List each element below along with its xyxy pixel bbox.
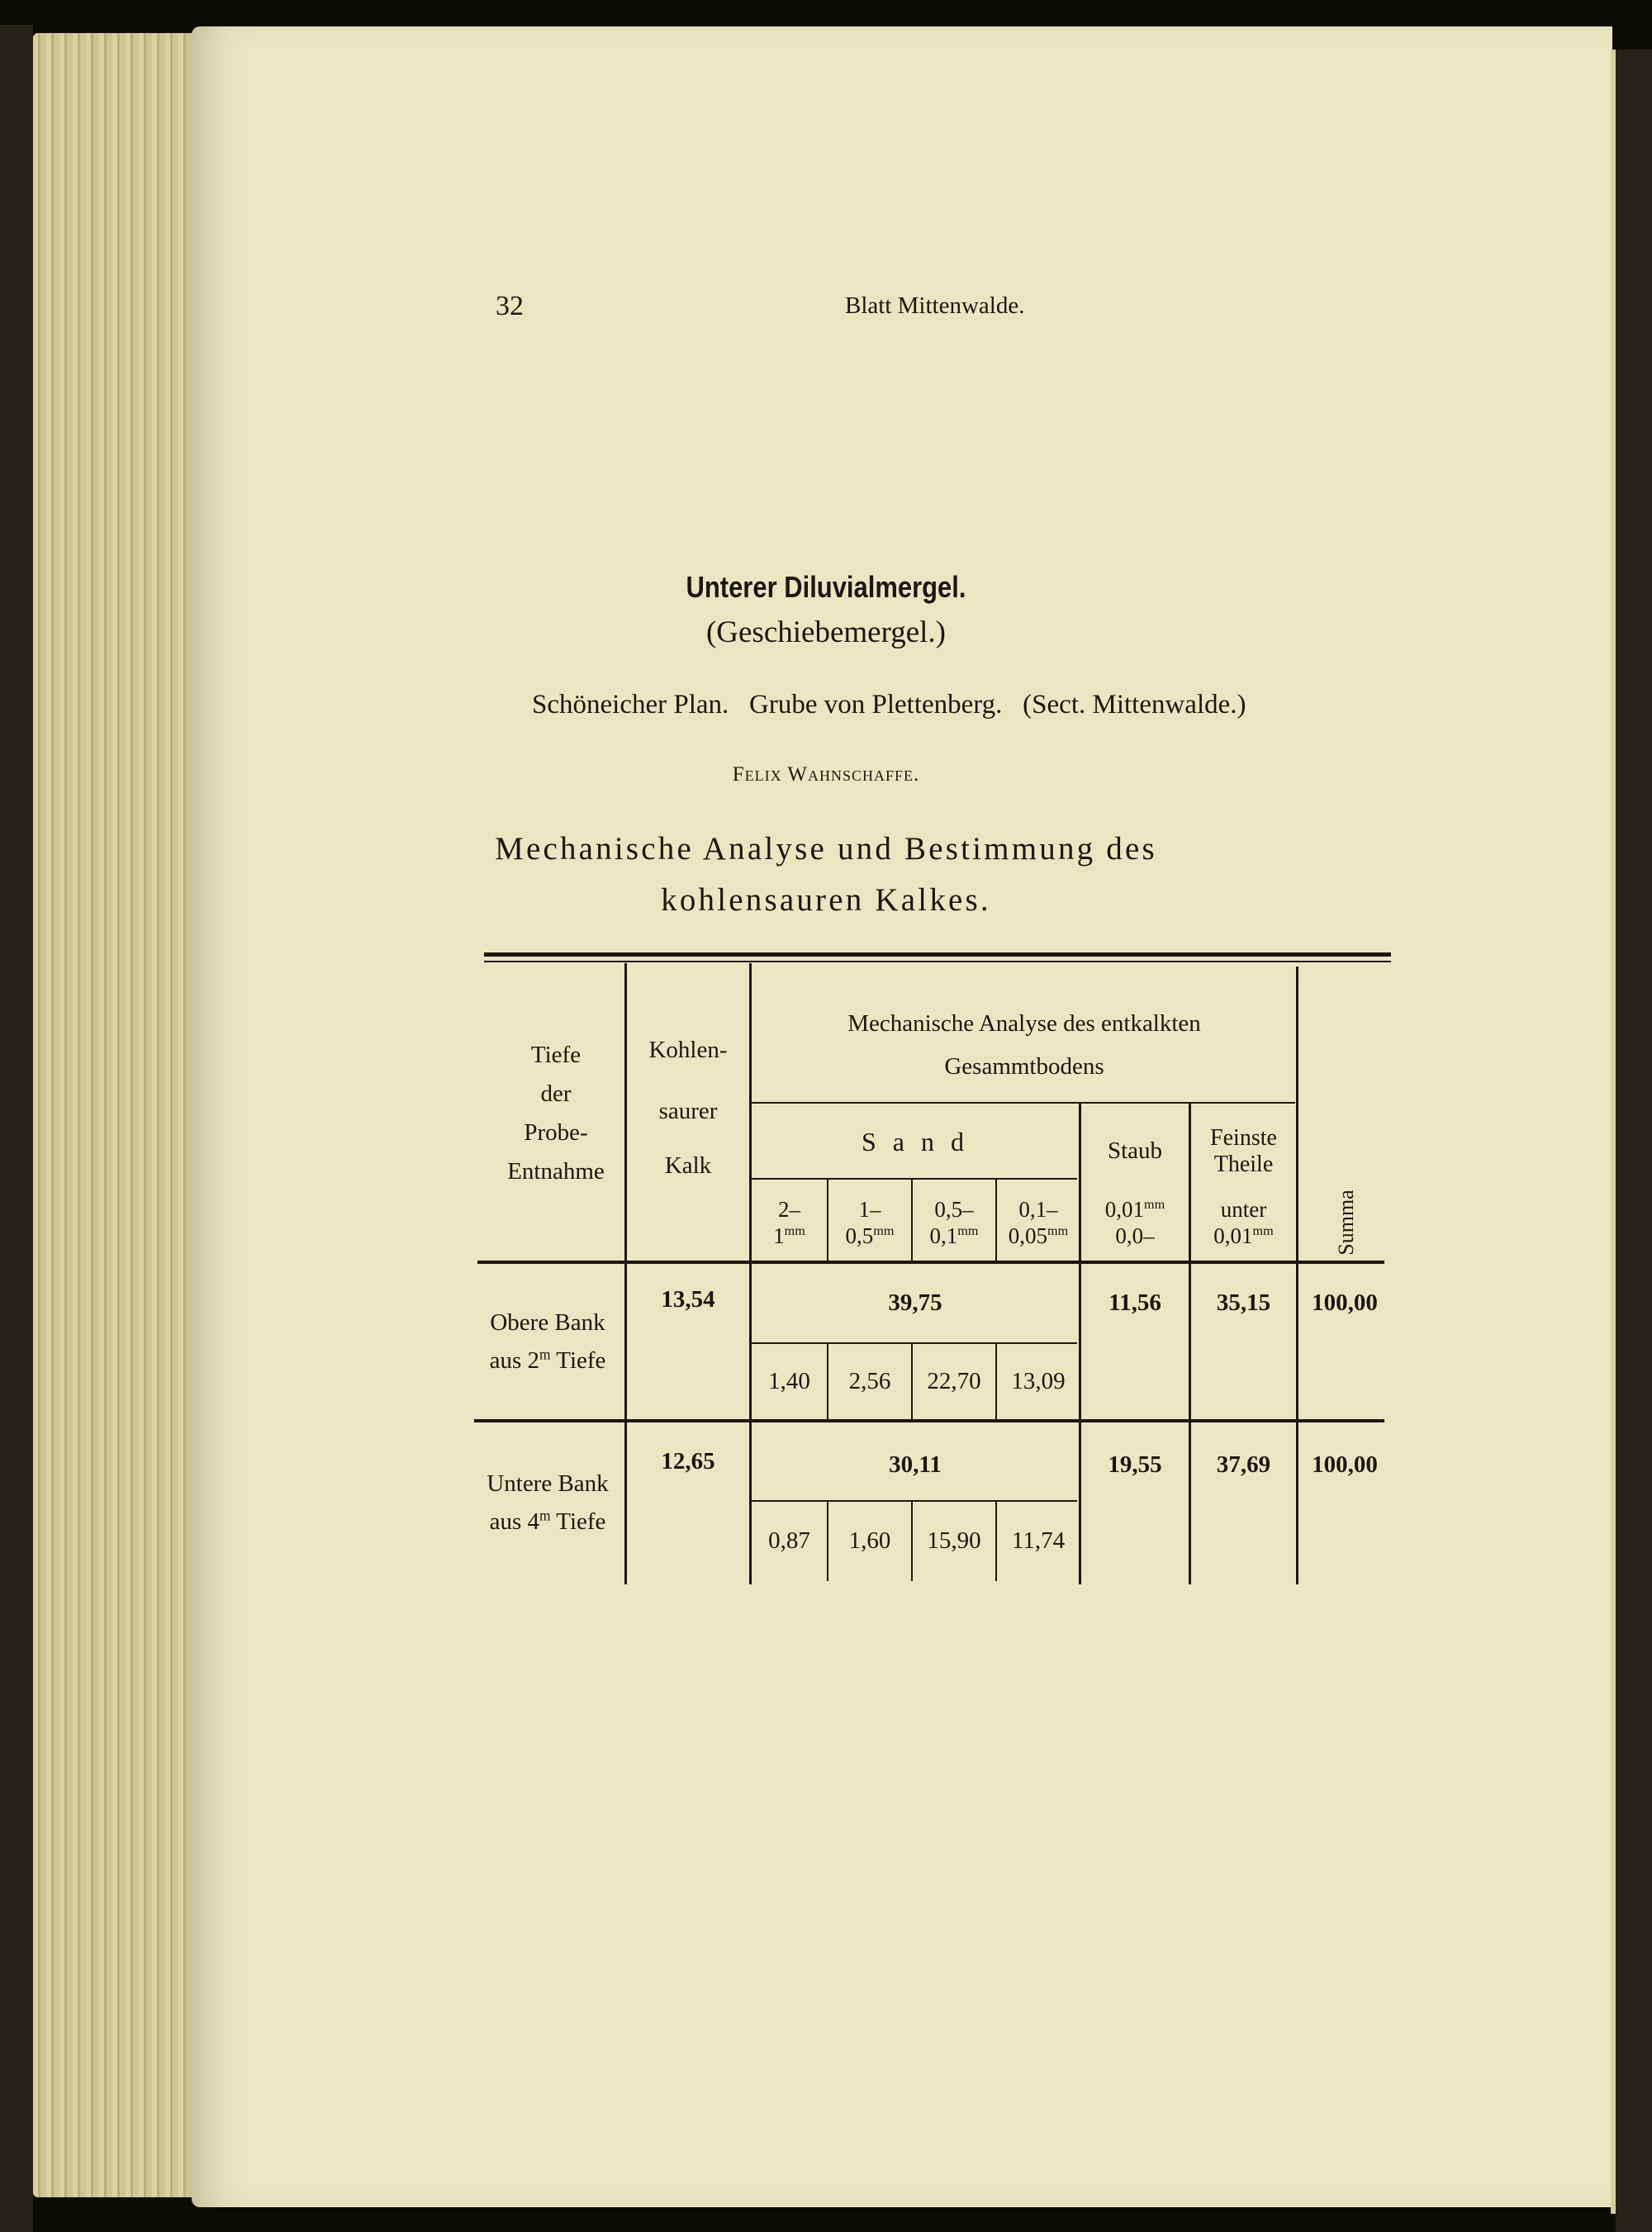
row2-staub: 19,55 xyxy=(1108,1451,1162,1478)
row-label-line1: Obere Bank xyxy=(490,1309,605,1336)
feinste-range-from: unter xyxy=(1220,1197,1267,1222)
author: Felix Wahnschaffe. xyxy=(732,763,920,786)
unit-mm: mm xyxy=(1144,1197,1165,1212)
section-subtitle: (Geschiebemergel.) xyxy=(705,615,947,649)
row1-sand-fraction-1: 1,40 xyxy=(768,1368,810,1394)
unit-mm: mm xyxy=(1047,1223,1069,1238)
sand-fraction-3-from: 0,5– xyxy=(934,1197,974,1222)
header-tiefe-line3: Probe- xyxy=(524,1119,588,1146)
unit-m: m xyxy=(539,1346,551,1363)
row2-kalk: 12,65 xyxy=(661,1448,715,1475)
header-feinste-line1: Feinste xyxy=(1210,1125,1277,1151)
book-binding xyxy=(0,25,33,2232)
header-kalk-line1: Kohlen- xyxy=(648,1037,728,1063)
row2-sand-total: 30,11 xyxy=(889,1451,942,1478)
header-summa-label: Summa xyxy=(1334,1190,1358,1256)
table-top-rule xyxy=(484,952,1391,957)
unit-mm: mm xyxy=(784,1223,805,1238)
row1-summa: 100,00 xyxy=(1312,1289,1378,1316)
unit-mm: mm xyxy=(957,1223,979,1238)
staub-range-to: 0,0– xyxy=(1115,1223,1155,1248)
book-page xyxy=(192,26,1612,2207)
row1-sand-fraction-3: 22,70 xyxy=(927,1368,981,1394)
row-label-tiefe: Tiefe xyxy=(550,1508,606,1535)
unit-mm: mm xyxy=(1252,1223,1274,1238)
running-head: Blatt Mittenwalde. xyxy=(845,292,1025,319)
row-label-depth: aus 4 xyxy=(489,1508,539,1535)
analysis-heading-line1: Mechanische Analyse und Bestimmung des xyxy=(495,831,1157,867)
sand-fraction-2-from: 1– xyxy=(858,1197,881,1222)
sand-fraction-1-to: 1 xyxy=(773,1223,785,1248)
page-number: 32 xyxy=(496,291,524,321)
table-row xyxy=(471,1304,624,1380)
table-row xyxy=(471,1465,624,1541)
unit-m: m xyxy=(539,1507,551,1524)
header-sand: S a n d xyxy=(862,1127,969,1156)
row1-sand-fraction-2: 2,56 xyxy=(848,1368,891,1394)
row1-sand-fraction-4: 13,09 xyxy=(1011,1368,1066,1394)
header-kalk xyxy=(627,1036,749,1180)
header-tiefe-line2: der xyxy=(540,1080,572,1107)
row1-staub: 11,56 xyxy=(1108,1289,1161,1316)
row-label-depth: aus 2 xyxy=(489,1347,539,1374)
row1-feinste: 35,15 xyxy=(1216,1289,1271,1316)
right-cover xyxy=(1616,50,1652,2232)
sand-fraction-2 xyxy=(828,1197,911,1250)
col-rule-sand xyxy=(1079,1104,1081,1584)
header-kalk-line2: saurer xyxy=(658,1098,718,1124)
header-mechanische-analyse xyxy=(752,1002,1297,1088)
row2-feinste: 37,69 xyxy=(1216,1451,1271,1478)
analysis-heading-line2: kohlensauren Kalkes. xyxy=(661,882,991,918)
row1-sand-total: 39,75 xyxy=(888,1289,942,1316)
table-top-rule-thin xyxy=(484,961,1391,962)
header-summa xyxy=(1330,1173,1363,1272)
header-mech-line1: Mechanische Analyse des entkalkten xyxy=(847,1010,1201,1037)
header-bottom-rule xyxy=(477,1261,1384,1264)
header-kalk-line3: Kalk xyxy=(664,1152,712,1179)
header-mech-line2: Gesammtbodens xyxy=(944,1053,1104,1080)
sand-fraction-2-to: 0,5 xyxy=(845,1223,874,1248)
sand-fraction-3-to: 0,1 xyxy=(929,1223,958,1248)
row1-sand-rule xyxy=(752,1342,1077,1344)
feinste-range xyxy=(1191,1197,1296,1250)
sand-fraction-1 xyxy=(752,1197,827,1250)
row-label-line1: Untere Bank xyxy=(487,1470,609,1497)
section-title: Unterer Diluvialmergel. xyxy=(686,570,966,604)
row2-sand-fraction-2: 1,60 xyxy=(848,1527,891,1554)
header-tiefe-line4: Entnahme xyxy=(507,1158,605,1185)
row1-kalk: 13,54 xyxy=(661,1286,715,1313)
sand-fraction-1-from: 2– xyxy=(778,1197,800,1222)
sand-fraction-3 xyxy=(913,1197,995,1250)
feinste-range-to: 0,01 xyxy=(1213,1223,1253,1248)
header-tiefe-line1: Tiefe xyxy=(530,1042,582,1068)
header-tiefe xyxy=(487,1036,624,1191)
sand-fraction-4-from: 0,1– xyxy=(1018,1197,1058,1222)
mech-header-rule xyxy=(752,1102,1295,1104)
sand-fraction-4-to: 0,05 xyxy=(1008,1223,1048,1248)
header-feinste-line2: Theile xyxy=(1213,1152,1274,1177)
staub-range-from: 0,01 xyxy=(1104,1197,1145,1222)
col-rule-tiefe xyxy=(624,963,627,1419)
row-label-tiefe: Tiefe xyxy=(550,1347,606,1374)
row2-sand-fraction-4: 11,74 xyxy=(1011,1527,1066,1554)
header-staub: Staub xyxy=(1107,1137,1163,1164)
sand-header-rule xyxy=(752,1178,1077,1180)
sand-fraction-4 xyxy=(997,1197,1080,1250)
sample-location: Schöneicher Plan. Grube von Plettenberg. (Sect. Mittenwalde.) xyxy=(532,690,1246,719)
row2-summa: 100,00 xyxy=(1312,1451,1378,1478)
row-separator-rule xyxy=(474,1419,1384,1422)
row2-sand-fraction-1: 0,87 xyxy=(768,1527,810,1554)
row2-sand-rule xyxy=(752,1500,1077,1502)
row2-sand-fraction-3: 15,90 xyxy=(927,1527,981,1554)
staub-range xyxy=(1081,1197,1189,1250)
header-feinste xyxy=(1191,1125,1296,1178)
unit-mm: mm xyxy=(873,1223,895,1238)
